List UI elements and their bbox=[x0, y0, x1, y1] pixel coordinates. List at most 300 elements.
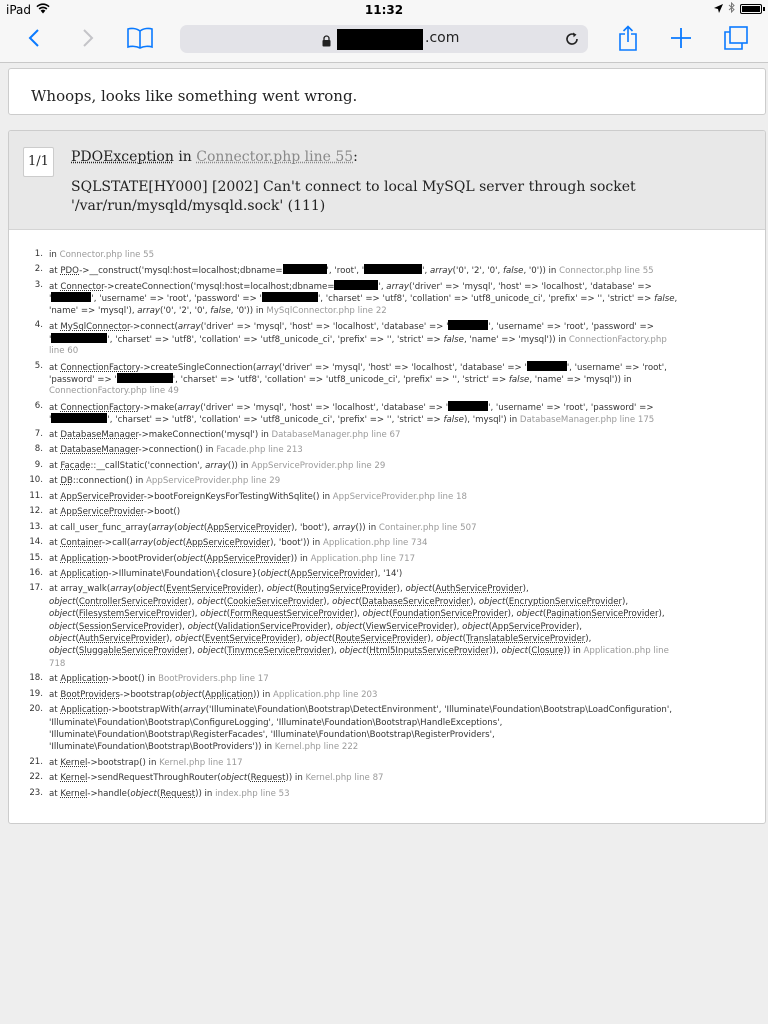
trace-line bbox=[49, 413, 759, 425]
type-keyword: array bbox=[386, 281, 409, 292]
trace-text: ', 'root', ' bbox=[326, 266, 365, 277]
file-location[interactable]: DatabaseManager.php line 67 bbox=[271, 429, 401, 440]
file-location[interactable]: BootProviders.php line 17 bbox=[158, 674, 269, 685]
trace-line bbox=[49, 633, 759, 645]
trace-text: ->__construct('mysql:host=localhost;dbname= bbox=[79, 266, 283, 277]
trace-line bbox=[49, 717, 759, 729]
trace-line bbox=[49, 429, 759, 441]
trace-line bbox=[49, 522, 759, 534]
class-name[interactable]: EventServiceProvider bbox=[166, 584, 258, 595]
trace-text: ::connection() in bbox=[72, 476, 147, 487]
trace-text: at bbox=[49, 476, 61, 487]
exception-colon: : bbox=[353, 149, 358, 165]
trace-text: ::__callStatic('connection', bbox=[90, 460, 206, 471]
trace-text: ('0', '2', '0', bbox=[159, 305, 211, 316]
class-name[interactable]: RouteServiceProvider bbox=[335, 634, 428, 645]
trace-text: ->handle( bbox=[87, 788, 131, 799]
redaction-block bbox=[49, 292, 91, 305]
trace-text: ( bbox=[247, 773, 251, 784]
file-location[interactable]: 718 bbox=[49, 658, 66, 669]
type-keyword: object bbox=[174, 634, 202, 645]
class-name[interactable]: ControllerServiceProvider bbox=[78, 596, 189, 607]
trace-frame-number: 9. bbox=[34, 459, 43, 470]
back-button[interactable] bbox=[18, 25, 50, 55]
class-name[interactable]: ConnectionFactory bbox=[60, 362, 141, 373]
trace-text: ()) in bbox=[355, 522, 379, 533]
file-location[interactable]: Application.php line 717 bbox=[310, 553, 416, 564]
type-keyword: object bbox=[501, 646, 528, 657]
redaction-block bbox=[527, 361, 567, 371]
trace-text: ' bbox=[49, 294, 52, 305]
trace-text: at bbox=[49, 689, 61, 700]
trace-text: ), bbox=[188, 596, 198, 607]
trace-text: ( bbox=[505, 596, 509, 607]
class-name[interactable]: AuthServiceProvider bbox=[435, 584, 523, 595]
trace-text: ->bootstrapWith( bbox=[108, 705, 184, 716]
trace-text: ), bbox=[191, 609, 201, 620]
trace-text: ( bbox=[462, 634, 467, 645]
trace-text: )), bbox=[489, 646, 502, 657]
exception-class: PDOException bbox=[71, 149, 174, 165]
trace-frame bbox=[17, 704, 759, 754]
file-location[interactable]: AppServiceProvider.php line 29 bbox=[146, 476, 281, 487]
trace-text: ( bbox=[527, 646, 532, 657]
chevron-right-icon bbox=[82, 28, 94, 52]
class-name[interactable]: Request bbox=[250, 773, 286, 784]
trace-text: ( bbox=[223, 646, 228, 657]
class-name[interactable]: DB bbox=[60, 476, 73, 487]
trace-text: at bbox=[49, 788, 61, 799]
trace-text: ( bbox=[201, 689, 205, 700]
class-name[interactable]: PDO bbox=[60, 266, 80, 277]
exception-message-line: SQLSTATE[HY000] [2002] Can't connect to local MySQL server through socket bbox=[71, 179, 636, 195]
trace-text: ( bbox=[362, 621, 366, 632]
trace-text: ), bbox=[622, 596, 629, 607]
class-name[interactable]: EncryptionServiceProvider bbox=[508, 596, 623, 607]
trace-text: ( bbox=[293, 584, 297, 595]
type-keyword: object bbox=[436, 634, 463, 645]
trace-text: ), bbox=[296, 634, 306, 645]
trace-text: )) in bbox=[285, 773, 306, 784]
trace-line bbox=[49, 280, 759, 292]
trace-text: at bbox=[49, 322, 61, 333]
trace-line bbox=[49, 568, 759, 580]
trace-text: )) in bbox=[563, 646, 584, 657]
class-name[interactable]: DatabaseManager bbox=[60, 445, 139, 456]
bookmarks-button[interactable] bbox=[124, 25, 156, 55]
type-keyword: object bbox=[197, 596, 224, 607]
trace-text: ' bbox=[49, 334, 52, 345]
type-keyword: array bbox=[151, 522, 174, 533]
class-name[interactable]: ValidationServiceProvider bbox=[217, 621, 328, 632]
class-name[interactable]: Container bbox=[60, 538, 102, 549]
trace-text: ( bbox=[203, 522, 208, 533]
trace-text: , 'name' => 'mysql')) in bbox=[463, 334, 569, 345]
type-keyword: object bbox=[305, 634, 332, 645]
class-name[interactable]: Html5InputsServiceProvider bbox=[369, 646, 490, 657]
trace-text: ->createConnection('mysql:host=localhost;dbname= bbox=[104, 281, 335, 292]
trace-text: ( bbox=[389, 609, 393, 620]
url-text: .com bbox=[425, 30, 460, 46]
class-name[interactable]: Request bbox=[160, 788, 196, 799]
trace-text: ( bbox=[174, 522, 178, 533]
class-name[interactable]: AppServiceProvider bbox=[60, 491, 144, 502]
trace-text: ), bbox=[522, 584, 529, 595]
trace-line bbox=[49, 460, 759, 472]
location-arrow-icon bbox=[714, 2, 723, 16]
trace-text: ( bbox=[152, 538, 157, 549]
file-location[interactable]: MySqlConnector.php line 22 bbox=[266, 305, 387, 316]
trace-text: ->bootstrap( bbox=[120, 689, 176, 700]
trace-text: at bbox=[49, 705, 61, 716]
file-location[interactable]: Application.php line 203 bbox=[273, 689, 378, 700]
trace-text: ), bbox=[330, 646, 340, 657]
trace-line bbox=[49, 704, 759, 716]
class-name[interactable]: SluggableServiceProvider bbox=[78, 646, 189, 657]
class-name[interactable]: Kernel bbox=[60, 757, 88, 768]
trace-line bbox=[49, 689, 759, 701]
book-icon bbox=[126, 27, 154, 53]
class-name[interactable]: TranslatableServiceProvider bbox=[466, 634, 586, 645]
class-name[interactable]: PaginationServiceProvider bbox=[546, 609, 659, 620]
file-location[interactable]: ConnectionFactory.php bbox=[568, 334, 667, 345]
trace-frame-number: 20. bbox=[29, 704, 43, 715]
class-name[interactable]: RoutingServiceProvider bbox=[296, 584, 397, 595]
type-keyword: object bbox=[478, 596, 506, 607]
trace-frame-number: 13. bbox=[29, 521, 43, 532]
trace-line bbox=[49, 596, 759, 608]
trace-line bbox=[49, 401, 759, 413]
type-keyword: object bbox=[516, 609, 543, 620]
type-keyword: object bbox=[260, 569, 288, 579]
trace-line bbox=[49, 583, 759, 595]
trace-line bbox=[49, 385, 759, 397]
type-keyword: object bbox=[335, 621, 363, 632]
trace-text: ', 'charset' => 'utf8', 'collation' => 'utf8_unicode_ci', 'prefix' => '', 'strict' => bbox=[107, 334, 444, 345]
type-keyword: object bbox=[175, 689, 202, 700]
trace-line bbox=[49, 553, 759, 565]
trace-text: )) in bbox=[290, 553, 311, 564]
trace-frame-number: 8. bbox=[34, 444, 43, 455]
trace-text: ( bbox=[488, 621, 492, 632]
bluetooth-icon bbox=[728, 2, 735, 16]
trace-text: ( bbox=[75, 621, 79, 632]
tabs-icon bbox=[723, 26, 749, 54]
type-keyword: object bbox=[176, 553, 204, 564]
exception-title bbox=[71, 149, 358, 165]
type-keyword: array bbox=[137, 305, 160, 316]
trace-text: ->Illuminate\Foundation\{closure}( bbox=[108, 569, 261, 579]
exception-in-text: in bbox=[173, 149, 197, 165]
class-name[interactable]: TinymceServiceProvider bbox=[227, 646, 331, 657]
trace-text: ->connection() in bbox=[138, 445, 217, 456]
trace-text: ', 'charset' => 'utf8', 'collation' => 'utf8_unicode_ci', 'prefix' => '', 'strict' => bbox=[172, 374, 509, 385]
class-name[interactable]: Application bbox=[204, 689, 253, 700]
trace-text: ), 'boot'), bbox=[291, 522, 333, 533]
trace-text: ->sendRequestThroughRouter( bbox=[87, 773, 221, 784]
exception-message-line: '/var/run/mysqld/mysqld.sock' (111) bbox=[71, 198, 326, 214]
trace-frame-number: 1. bbox=[34, 249, 43, 259]
trace-line bbox=[49, 249, 759, 261]
trace-text: ( bbox=[132, 584, 137, 595]
class-name[interactable]: Facade bbox=[60, 460, 91, 471]
trace-frame bbox=[17, 401, 759, 426]
exception-file-link[interactable]: Connector.php line 55 bbox=[196, 149, 354, 165]
trace-frame bbox=[17, 264, 759, 276]
trace-line bbox=[49, 608, 759, 620]
trace-frame bbox=[17, 689, 759, 701]
trace-text: ), bbox=[658, 609, 665, 620]
trace-text: 'name' => 'mysql'), bbox=[49, 305, 138, 316]
trace-text: ), bbox=[427, 634, 437, 645]
file-location[interactable]: AppServiceProvider.php line 18 bbox=[332, 491, 467, 502]
trace-frame bbox=[17, 320, 759, 357]
trace-text: ('Illuminate\Foundation\Bootstrap\DetectEnvironment', 'Illuminate\Foundation\Bootstrap\LoadConfiguration', bbox=[205, 705, 672, 716]
trace-frame-number: 6. bbox=[34, 400, 43, 411]
trace-frame-number: 3. bbox=[34, 279, 43, 290]
class-name[interactable]: AppServiceProvider bbox=[491, 621, 576, 632]
trace-text: at bbox=[49, 402, 61, 413]
trace-frame-number: 22. bbox=[29, 772, 43, 783]
class-name[interactable]: Closure bbox=[531, 646, 564, 657]
type-keyword: array bbox=[429, 266, 453, 277]
file-location[interactable]: index.php line 53 bbox=[215, 788, 290, 799]
class-name[interactable]: Kernel bbox=[60, 788, 88, 799]
trace-frame-number: 10. bbox=[29, 475, 43, 486]
file-location[interactable]: Container.php line 507 bbox=[378, 522, 477, 533]
trace-line bbox=[49, 305, 759, 317]
redaction-block bbox=[51, 333, 107, 343]
trace-text: ( bbox=[182, 538, 187, 549]
trace-frame bbox=[17, 788, 759, 800]
trace-text: ->bootstrap() in bbox=[87, 757, 160, 768]
trace-text: ( bbox=[358, 596, 362, 607]
trace-text: ), 'mysql') in bbox=[463, 415, 520, 426]
trace-text: ('driver' => 'mysql', 'host' => 'localhost', 'database' => ' bbox=[200, 402, 449, 413]
trace-text: ', 'charset' => 'utf8', 'collation' => 'utf8_unicode_ci', 'prefix' => '', 'strict' => bbox=[107, 415, 444, 426]
trace-text: 'Illuminate\Foundation\Bootstrap\RegisterFacades', 'Illuminate\Foundation\Bootstrap\RegisterProviders', bbox=[49, 730, 495, 741]
class-name[interactable]: Application bbox=[60, 674, 109, 685]
type-keyword: object bbox=[49, 646, 76, 657]
trace-text: ', 'username' => 'root', bbox=[566, 362, 667, 373]
type-keyword: object bbox=[177, 522, 204, 533]
file-location[interactable]: Application.php line bbox=[583, 646, 669, 657]
file-location[interactable]: Application.php line 734 bbox=[322, 538, 428, 549]
type-keyword: object bbox=[49, 634, 76, 645]
redaction-block bbox=[49, 413, 107, 426]
trace-text: ->make( bbox=[140, 402, 178, 413]
trace-text: ), 'boot')) in bbox=[270, 538, 323, 549]
class-name[interactable]: EventServiceProvider bbox=[204, 634, 297, 645]
class-name[interactable]: AppServiceProvider bbox=[186, 538, 271, 549]
class-name[interactable]: DatabaseServiceProvider bbox=[361, 596, 471, 607]
trace-frame-number: 7. bbox=[34, 428, 43, 439]
reload-icon[interactable] bbox=[564, 31, 580, 51]
class-name[interactable]: AuthServiceProvider bbox=[78, 634, 167, 645]
class-name[interactable]: Connector bbox=[60, 281, 105, 292]
type-keyword: false bbox=[508, 374, 530, 385]
lock-icon bbox=[322, 32, 331, 51]
trace-text: at bbox=[49, 553, 61, 564]
type-keyword: object bbox=[49, 596, 76, 607]
type-keyword: array bbox=[130, 538, 153, 549]
type-keyword: object bbox=[405, 584, 432, 595]
redaction-block bbox=[117, 373, 173, 383]
trace-text: at bbox=[49, 569, 61, 579]
trace-text: ( bbox=[331, 634, 336, 645]
trace-text: at bbox=[49, 674, 61, 685]
trace-text: ( bbox=[201, 634, 205, 645]
class-name[interactable]: AppServiceProvider bbox=[290, 569, 375, 579]
stack-trace bbox=[17, 249, 759, 803]
file-location[interactable]: Kernel.php line 87 bbox=[305, 773, 384, 784]
trace-frame-number: 18. bbox=[29, 673, 43, 684]
type-keyword: object bbox=[130, 788, 157, 799]
trace-line bbox=[49, 361, 759, 373]
exception-header bbox=[9, 131, 765, 230]
type-keyword: object bbox=[49, 609, 76, 620]
address-bar[interactable] bbox=[180, 25, 588, 53]
file-location[interactable]: Connector.php line 55 bbox=[559, 266, 654, 277]
trace-line bbox=[49, 264, 759, 276]
class-name[interactable]: Application bbox=[60, 553, 109, 564]
trace-text: ->boot() bbox=[143, 507, 181, 518]
type-keyword: array bbox=[256, 362, 279, 373]
class-name[interactable]: SessionServiceProvider bbox=[78, 621, 179, 632]
error-headline: Whoops, looks like something went wrong. bbox=[8, 68, 766, 115]
class-name[interactable]: BootProviders bbox=[60, 689, 121, 700]
trace-text: ), '14') bbox=[374, 569, 403, 579]
trace-text: ()) in bbox=[227, 460, 252, 471]
class-name[interactable]: FoundationServiceProvider bbox=[392, 609, 508, 620]
trace-frame bbox=[17, 772, 759, 784]
type-keyword: object bbox=[49, 621, 76, 632]
trace-text: in bbox=[49, 250, 60, 260]
class-name[interactable]: DatabaseManager bbox=[60, 429, 139, 440]
trace-text: ), bbox=[507, 609, 517, 620]
trace-text: ->bootProvider( bbox=[108, 553, 177, 564]
trace-text: , '0')) in bbox=[230, 305, 267, 316]
type-keyword: object bbox=[339, 646, 367, 657]
trace-text: ->makeConnection('mysql') in bbox=[138, 429, 272, 440]
trace-line bbox=[49, 292, 759, 304]
trace-frame-number: 15. bbox=[29, 552, 43, 563]
exception-message bbox=[71, 178, 651, 216]
class-name[interactable]: Kernel bbox=[60, 773, 88, 784]
trace-text: ), bbox=[575, 621, 582, 632]
trace-line bbox=[49, 621, 759, 633]
class-name[interactable]: MySqlConnector bbox=[60, 322, 130, 333]
trace-text: , '0')) in bbox=[523, 266, 560, 277]
type-keyword: object bbox=[156, 538, 183, 549]
trace-text: at bbox=[49, 281, 61, 292]
type-keyword: object bbox=[197, 646, 224, 657]
type-keyword: false bbox=[502, 266, 524, 277]
trace-text: ), bbox=[188, 646, 198, 657]
status-bar bbox=[0, 0, 768, 20]
trace-text: ( bbox=[287, 569, 291, 579]
redaction-block bbox=[448, 320, 488, 330]
trace-text: ( bbox=[75, 634, 79, 645]
new-tab-button[interactable] bbox=[665, 25, 697, 55]
class-name[interactable]: Application bbox=[60, 569, 109, 579]
trace-text: ', bbox=[422, 266, 430, 277]
file-location[interactable]: Facade.php line 213 bbox=[216, 445, 303, 456]
type-keyword: object bbox=[220, 773, 248, 784]
trace-frame bbox=[17, 361, 759, 398]
file-location[interactable]: DatabaseManager.php line 175 bbox=[519, 415, 655, 426]
trace-frame bbox=[17, 429, 759, 441]
type-keyword: array bbox=[177, 322, 201, 333]
trace-text: ->call( bbox=[101, 538, 131, 549]
type-keyword: array bbox=[205, 460, 228, 471]
class-name[interactable]: Application bbox=[60, 705, 109, 716]
redaction-block bbox=[364, 264, 422, 274]
trace-text: ('driver' => 'mysql', 'host' => 'localhost', 'database' => bbox=[408, 281, 652, 292]
file-location[interactable]: Kernel.php line 117 bbox=[159, 757, 243, 768]
chevron-left-icon bbox=[28, 28, 40, 52]
class-name[interactable]: CookieServiceProvider bbox=[226, 596, 324, 607]
type-keyword: false bbox=[443, 415, 464, 426]
trace-line bbox=[49, 333, 759, 345]
file-location[interactable]: Connector.php line 55 bbox=[59, 250, 155, 260]
type-keyword: array bbox=[110, 584, 133, 595]
trace-text: ', 'username' => 'root', 'password' => bbox=[488, 402, 654, 413]
trace-frame bbox=[17, 757, 759, 769]
class-name[interactable]: AppServiceProvider bbox=[60, 507, 144, 518]
class-name[interactable]: AppServiceProvider bbox=[207, 522, 292, 533]
trace-text: at bbox=[49, 538, 61, 549]
trace-frame-number: 17. bbox=[29, 583, 43, 594]
redaction-block bbox=[334, 280, 378, 290]
class-name[interactable]: FormRequestServiceProvider bbox=[230, 609, 354, 620]
file-location[interactable]: AppServiceProvider.php line 29 bbox=[251, 460, 386, 471]
trace-frame-number: 14. bbox=[29, 537, 43, 548]
trace-text: at bbox=[49, 362, 61, 373]
trace-text: at bbox=[49, 507, 61, 518]
device-label: iPad bbox=[6, 3, 32, 17]
type-keyword: object bbox=[200, 609, 227, 620]
url-redaction bbox=[337, 29, 423, 50]
trace-text: at bbox=[49, 445, 61, 456]
type-keyword: array bbox=[183, 705, 206, 716]
trace-text: ( bbox=[366, 646, 370, 657]
class-name[interactable]: FilesystemServiceProvider bbox=[78, 609, 192, 620]
class-name[interactable]: ConnectionFactory bbox=[60, 402, 141, 413]
share-button[interactable] bbox=[612, 25, 644, 55]
redaction-block bbox=[262, 292, 318, 302]
exception-count-badge: 1/1 bbox=[23, 147, 54, 177]
redaction-block bbox=[448, 401, 488, 411]
clock: 11:32 bbox=[364, 3, 404, 17]
trace-text: ), bbox=[257, 584, 267, 595]
trace-text: at call_user_func_array( bbox=[49, 522, 152, 533]
file-location[interactable]: ConnectionFactory.php line 49 bbox=[49, 386, 179, 397]
type-keyword: object bbox=[187, 621, 215, 632]
class-name[interactable]: ViewServiceProvider bbox=[365, 621, 454, 632]
class-name[interactable]: AppServiceProvider bbox=[206, 553, 291, 564]
trace-text: at bbox=[49, 460, 61, 471]
tabs-button[interactable] bbox=[720, 25, 752, 55]
trace-text: at bbox=[49, 773, 61, 784]
trace-line bbox=[49, 475, 759, 487]
trace-frame bbox=[17, 506, 759, 518]
trace-text: ( bbox=[203, 553, 207, 564]
file-location[interactable]: Kernel.php line 222 bbox=[274, 742, 359, 753]
forward-button[interactable] bbox=[72, 25, 104, 55]
trace-text: ('0', '2', '0', bbox=[452, 266, 503, 277]
file-location[interactable]: line 60 bbox=[49, 346, 79, 357]
